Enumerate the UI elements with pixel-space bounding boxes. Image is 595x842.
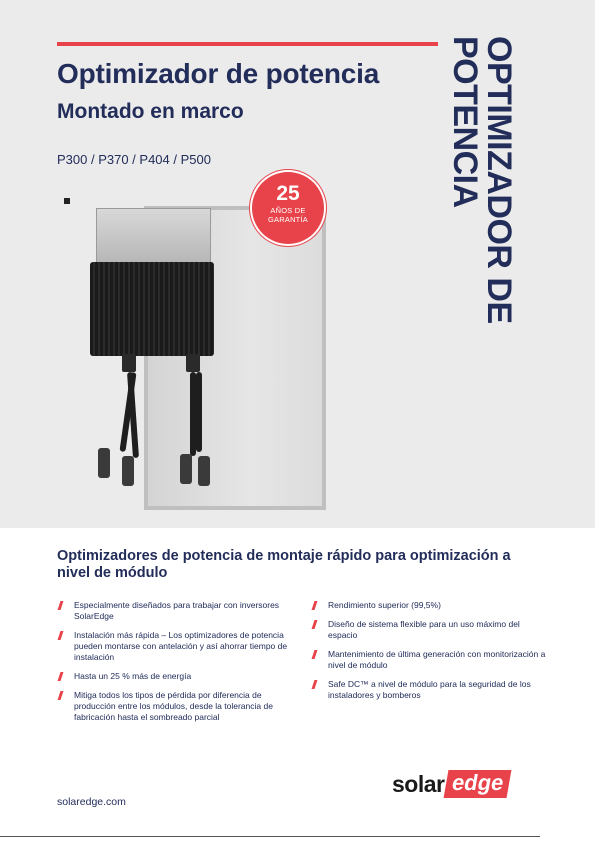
bullet-slash-icon [312,620,318,629]
bullet-slash-icon [58,631,64,640]
panel-corner-mark [64,198,70,204]
bullet-slash-icon [58,672,64,681]
mounting-bracket [96,208,211,266]
page-title: Optimizador de potencia [57,58,380,89]
page-subtitle: Montado en marco [57,100,244,123]
accent-rule [57,42,438,46]
feature-list-left [58,600,298,731]
feature-text: Safe DC™ a nivel de módulo para la seguridad de los instaladores y bomberos [328,679,531,700]
logo-edge-text: edge [444,770,512,798]
feature-item [58,630,298,663]
feature-text: Mitiga todos los tipos de pérdida por diferencia de producción entre los módulos, desde la tolerancia de fabricación hasta el sombreado parcial [74,690,273,722]
cable-gland [186,354,200,372]
feature-text: Especialmente diseñados para trabajar con inversores SolarEdge [74,600,280,621]
cable-connector [198,456,210,486]
feature-text: Diseño de sistema flexible para un uso máximo del espacio [328,619,520,640]
feature-text: Rendimiento superior (99,5%) [328,600,441,610]
feature-item [312,649,547,671]
feature-item [312,619,547,641]
feature-item [58,600,298,622]
cable-connector [122,456,134,486]
vertical-title-line: OPTIMIZADOR DE [480,36,518,324]
bullet-slash-icon [312,680,318,689]
bullet-slash-icon [58,691,64,700]
warranty-years: 25 [276,182,300,205]
optimizer-body [90,262,214,356]
vertical-title-line: POTENCIA [446,36,484,208]
warranty-badge [252,172,324,244]
cable-connector [98,448,110,478]
bullet-slash-icon [58,601,64,610]
feature-item [312,679,547,701]
solaredge-logo [392,770,510,804]
feature-text: Hasta un 25 % más de energía [74,671,192,681]
website-link[interactable]: solaredge.com [57,796,126,808]
cable-connector [180,454,192,484]
cable-gland [122,354,136,372]
logo-solar-text: solar [392,770,445,797]
warranty-label-line2: GARANTÍA [268,215,308,224]
feature-list-right [312,600,547,709]
vertical-title [448,36,516,324]
section-heading: Optimizadores de potencia de montaje rápido para optimización a nivel de módulo [57,548,511,581]
model-list: P300 / P370 / P404 / P500 [57,152,211,167]
feature-item [58,671,298,682]
cable [196,372,202,452]
bullet-slash-icon [312,601,318,610]
footer-rule [0,836,540,837]
bullet-slash-icon [312,650,318,659]
feature-text: Mantenimiento de última generación con monitorización a nivel de módulo [328,649,546,670]
warranty-label-line1: AÑOS DE [270,206,306,215]
feature-item [312,600,547,611]
feature-text: Instalación más rápida – Los optimizadores de potencia pueden montarse con antelación y así ahorrar tiempo de instalación [74,630,288,662]
feature-item [58,690,298,723]
